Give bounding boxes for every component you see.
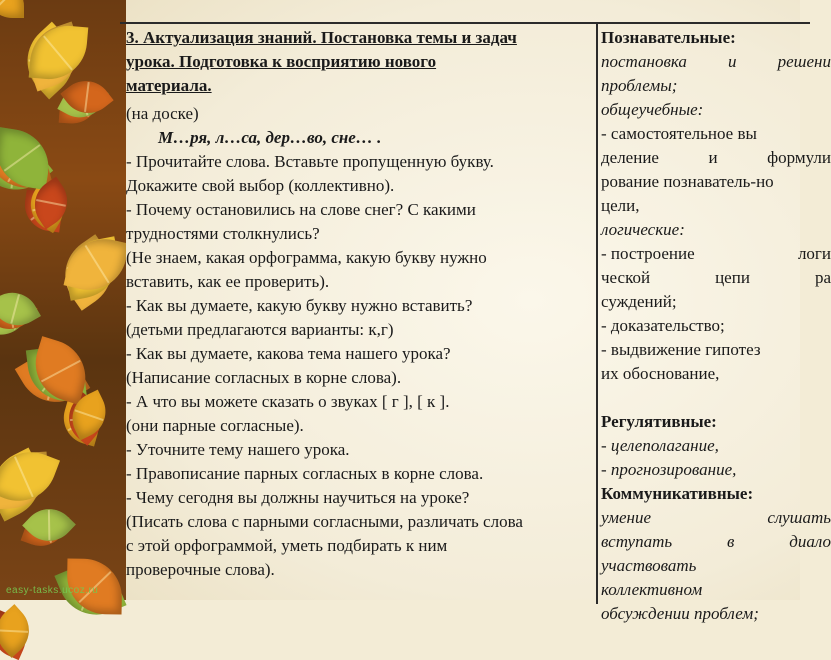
cognitive-item-word: - доказательство; xyxy=(601,316,725,335)
cognitive-item xyxy=(601,170,831,194)
cognitive-item xyxy=(601,50,831,74)
dialogue-line: (Написание согласных в корне слова). xyxy=(126,368,402,387)
leaf-vein xyxy=(84,82,90,112)
communicative-item-word: коллективном xyxy=(601,580,703,599)
cognitive-item-word: логические: xyxy=(601,220,685,239)
communicative-item-word: диало xyxy=(789,532,831,551)
communicative-item-word: вступать xyxy=(601,532,673,551)
leaf-vein xyxy=(48,510,51,540)
cognitive-item-word: - построение xyxy=(601,244,695,263)
cognitive-item-word: формули xyxy=(767,148,831,167)
leaf-vein xyxy=(0,629,28,633)
regulatory-title: Регулятивные: xyxy=(601,412,717,431)
cognitive-item-word: цели, xyxy=(601,196,640,215)
dialogue-line: - Уточните тему нашего урока. xyxy=(126,440,350,459)
cognitive-item-word: деление xyxy=(601,148,659,167)
communicative-item xyxy=(601,602,831,626)
dialogue-line: - Чему сегодня вы должны научиться на уроке? xyxy=(126,488,470,507)
communicative-item-word: участвовать xyxy=(601,556,697,575)
leaf-vein xyxy=(84,245,109,283)
communicative-item xyxy=(601,506,831,530)
dialogue-line: - Прочитайте слова. Вставьте пропущенную букву. xyxy=(126,152,494,171)
leaf-vein xyxy=(41,359,81,381)
dialogue-line: проверочные слова). xyxy=(126,560,275,579)
regulatory-item: - прогнозирование, xyxy=(601,460,737,479)
leaf-shape xyxy=(0,604,40,658)
leaf-vein xyxy=(4,145,41,172)
uud-column xyxy=(598,24,831,623)
board-words: М…ря, л…са, дер…во, сне… . xyxy=(158,128,382,147)
cognitive-item xyxy=(601,146,831,170)
dialogue-line: - Правописание парных согласных в корне слова. xyxy=(126,464,484,483)
cognitive-item-word: ческой xyxy=(601,268,651,287)
communicative-item-word: обсуждении проблем; xyxy=(601,604,759,623)
communicative-item xyxy=(601,578,831,602)
cognitive-item-word: решени xyxy=(777,52,831,71)
cognitive-item xyxy=(601,98,831,122)
cognitive-item-word: постановка xyxy=(601,52,687,71)
leaf-shape xyxy=(0,0,24,18)
cognitive-item-word: рование познаватель-но xyxy=(601,172,774,191)
cognitive-item-word: - самостоятельное вы xyxy=(601,124,757,143)
communicative-item xyxy=(601,554,831,578)
leaf-vein xyxy=(44,35,74,70)
cognitive-item-word: логи xyxy=(797,244,831,263)
communicative-item-word: умение xyxy=(601,508,651,527)
dialogue-line: (Не знаем, какая орфограмма, какую букву нужно xyxy=(126,248,487,267)
lesson-content-column xyxy=(120,24,598,604)
cognitive-item xyxy=(601,122,831,146)
board-note: (на доске) xyxy=(126,104,199,123)
dialogue-line: - Как вы думаете, какова тема нашего урока? xyxy=(126,344,451,363)
dialogue-line: (детьми предлагаются варианты: к,г) xyxy=(126,320,394,339)
cognitive-item xyxy=(601,218,831,242)
cognitive-item xyxy=(601,74,831,98)
autumn-leaves-border xyxy=(0,0,126,600)
leaf-vein xyxy=(15,456,35,497)
dialogue-line: вставить, как ее проверить). xyxy=(126,272,330,291)
dialogue-line: трудностями столкнулись? xyxy=(126,224,320,243)
communicative-item-word: слушать xyxy=(767,508,831,527)
site-watermark: easy-tasks.ucoz.ru xyxy=(6,585,99,596)
regulatory-item: - целеполагание, xyxy=(601,436,719,455)
dialogue-line: с этой орфограммой, уметь подбирать к ним xyxy=(126,536,448,555)
section-heading-line: материала. xyxy=(126,76,212,95)
leaf-vein xyxy=(10,294,20,324)
leaf-vein xyxy=(0,0,16,10)
dialogue-line: - А что вы можете сказать о звуках [ г ], [ к ]. xyxy=(126,392,450,411)
cognitive-item-word: - выдвижение гипотез xyxy=(601,340,761,359)
dialogue-line: - Как вы думаете, какую букву нужно вставить? xyxy=(126,296,473,315)
leaf-vein xyxy=(74,409,103,421)
cognitive-item-word: их обоснование, xyxy=(601,364,720,383)
cognitive-item-word: цепи xyxy=(715,268,750,287)
cognitive-item xyxy=(601,338,831,362)
cognitive-item xyxy=(601,362,831,386)
cognitive-item-word: общеучебные: xyxy=(601,100,704,119)
communicative-title: Коммуникативные: xyxy=(601,484,754,503)
cognitive-item xyxy=(601,290,831,314)
cognitive-item-word: проблемы; xyxy=(601,76,678,95)
section-heading-line: 3. Актуализация знаний. Постановка темы и задач xyxy=(126,28,517,47)
dialogue-line: (они парные согласные). xyxy=(126,416,304,435)
leaf-vein xyxy=(36,199,66,207)
cognitive-title: Познавательные: xyxy=(601,28,736,47)
communicative-item-word: в xyxy=(727,532,735,551)
cognitive-item-word: и xyxy=(728,52,737,71)
leaf-shape xyxy=(29,23,89,83)
cognitive-item xyxy=(601,242,831,266)
lesson-table xyxy=(120,22,831,623)
dialogue-line: Докажите свой выбор (коллективно). xyxy=(126,176,395,195)
cognitive-item xyxy=(601,194,831,218)
dialogue-line: - Почему остановились на слове снег? С какими xyxy=(126,200,476,219)
communicative-item xyxy=(601,530,831,554)
cognitive-item-word: суждений; xyxy=(601,292,677,311)
section-heading-line: урока. Подготовка к восприятию нового xyxy=(126,52,437,71)
cognitive-item xyxy=(601,266,831,290)
cognitive-item-word: и xyxy=(708,148,718,167)
cognitive-item-word: ра xyxy=(814,268,831,287)
dialogue-line: (Писать слова с парными согласными, различать слова xyxy=(126,512,523,531)
cognitive-item xyxy=(601,314,831,338)
